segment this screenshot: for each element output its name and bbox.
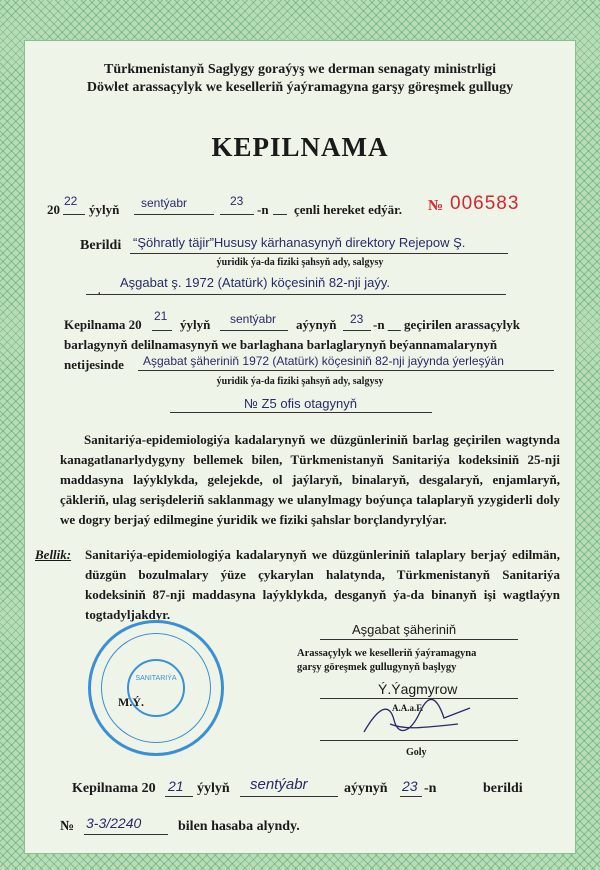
issued-address-underline: [86, 294, 506, 295]
issue-month-word: aýynyň: [344, 781, 388, 796]
issue-tail: berildi: [483, 781, 523, 796]
signature-goly-label: Goly: [406, 747, 427, 758]
official-stamp: [88, 620, 224, 756]
issue-year: 21: [168, 778, 184, 794]
registry-number: 3-3/2240: [86, 815, 142, 831]
obligation-paragraph: Sanitariýa-epidemiologiýa kadalarynyň we düzgünleriniň barlag geçirilen wagtynda kanagatlanarlydygyny bellemek bilen, Türkmenistanyň Sanitariýa kodeksiniň 25-nji maddasyna laýyklykda, gelejekde, ol jaýlaryň, binalaryň, desgalaryň, enjamlaryň, çäkleriň, ulag serişdeleriň saklanmagy we ulanylmagy boýunça talaplaryň yzygiderli doly we dogry berjaý edilmegine ýuridik we fiziki şahslar borçlandyrylýar.: [60, 432, 560, 527]
validity-year: 22: [64, 194, 78, 208]
inspection-year-word: ýylyň: [180, 317, 211, 332]
service-header: Döwlet arassaçylyk we keselleriň ýaýramagyna garşy göreşmek gullugy: [86, 80, 514, 95]
validity-month: sentýabr: [141, 196, 188, 210]
issue-month-underline: [240, 796, 338, 797]
validity-year-underline: [63, 214, 85, 215]
signature-name: Ý.Ýagmyrow: [378, 681, 458, 697]
inspection-location-underline: [138, 370, 554, 371]
issued-to: “Şöhratly täjir”Hususy kärhanasynyň direktory Rejepow Ş.: [133, 235, 466, 250]
validity-day-underline: [220, 214, 254, 215]
issue-day: 23: [402, 778, 418, 794]
object-underline: [170, 412, 432, 413]
signature-org-line1: Arassaçylyk we keselleriň ýaýramagyna: [297, 648, 477, 659]
object-name: № Z5 ofis otagynyň: [244, 396, 357, 411]
signature-goly-underline: [320, 740, 518, 741]
issue-day-suffix: -n: [424, 781, 437, 796]
ministry-header: Türkmenistanyň Saglygy goraýyş we derman senagaty ministrligi: [103, 62, 496, 77]
issue-label: Kepilnama 20: [72, 781, 156, 796]
document-title: KEPILNAMA: [211, 132, 389, 162]
issue-year-underline: [165, 796, 193, 797]
signature-city-underline: [320, 639, 518, 640]
note-text: Sanitariýa-epidemiologiýa kadalarynyň we düzgünleriniň talaplary berjaý edilmän, düzgün bozulmalary ýüze çykarylan halatynda, Türkmenistanyň Sanitariýa kodeksiniň 87-nji maddasyna laýyklykda, desganyň ýa-da binanyň işi wagtlaýyn togtadyljakdyr.: [85, 547, 560, 622]
signature-city: Aşgabat şäheriniň: [352, 622, 457, 637]
inspection-month: sentýabr: [230, 312, 277, 326]
registry-tail: bilen hasaba alyndy.: [178, 819, 300, 834]
inspection-year: 21: [154, 309, 168, 323]
registry-sign: №: [60, 819, 75, 834]
validity-blank: [273, 214, 287, 215]
issue-month: sentýabr: [250, 776, 308, 793]
serial-number: 006583: [450, 193, 520, 214]
validity-month-underline: [134, 214, 214, 215]
inspection-year-underline: [152, 330, 172, 331]
validity-year-word: ýylyň: [89, 202, 120, 217]
stamp-place-label: M.Ý.: [118, 695, 144, 709]
inspection-line2: barlagynyň delilnamasynyň we barlaghana barlaglarynyň beýannamalarynyň: [64, 337, 498, 352]
registry-underline: [84, 834, 168, 835]
validity-tail: çenli hereket edýär.: [294, 202, 402, 217]
issued-dot: .: [98, 286, 101, 297]
handwritten-signature: [360, 694, 480, 740]
validity-day: 23: [230, 194, 244, 208]
inspection-location: Aşgabat şäheriniň 1972 (Atatürk) köçesiniň 82-nji jaýynda ýerleşýän: [143, 354, 504, 368]
issued-address: Aşgabat ş. 1972 (Atatürk) köçesiniň 82-nji jaýy.: [120, 275, 391, 290]
issued-underline: [130, 253, 508, 254]
issue-year-word: ýylyň: [197, 781, 230, 796]
validity-day-suffix: -n: [257, 202, 269, 217]
inspection-caption: ýuridik ýa-da fiziki şahsyň ady, salgysy: [216, 376, 384, 387]
issue-day-underline: [400, 796, 422, 797]
serial-number-sign: №: [428, 198, 444, 214]
inspection-label: Kepilnama 20: [64, 317, 142, 332]
stamp-text: SANITARIÝA: [135, 675, 177, 682]
issued-label: Berildi: [80, 238, 122, 253]
validity-year-prefix: 20: [47, 202, 60, 217]
inspection-month-underline: [220, 330, 288, 331]
inspection-line3-label: netijesinde: [64, 357, 124, 372]
inspection-day-underline: [343, 330, 371, 331]
signature-org-line2: garşy göreşmek gullugynyň başlygy: [297, 662, 457, 673]
signature-initials-caption: A.A.a.F.: [392, 703, 424, 713]
inspection-tail: -n __ geçirilen arassaçylyk: [373, 317, 520, 332]
inspection-month-word: aýynyň: [296, 317, 337, 332]
inspection-day: 23: [350, 312, 364, 326]
note-label: Bellik:: [35, 547, 72, 562]
issued-caption: ýuridik ýa-da fiziki şahsyň ady, salgysy: [216, 257, 384, 268]
